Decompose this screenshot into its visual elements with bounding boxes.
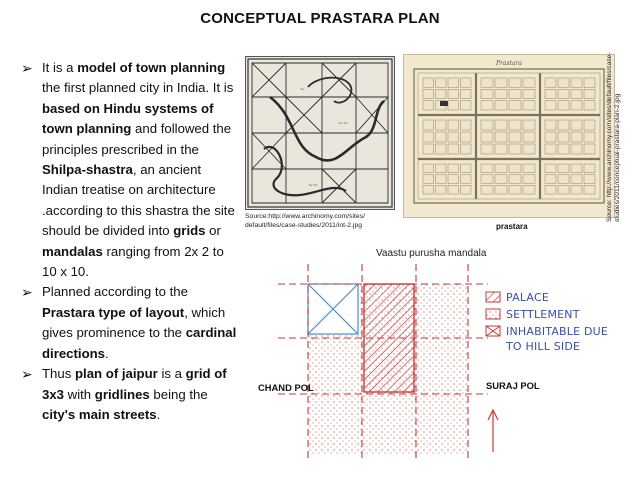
map-block: [584, 78, 595, 87]
map-block: [448, 89, 459, 98]
map-block: [509, 132, 521, 142]
bullet-text: , an ancient Indian treatise on architecture .according to this shastra the site should be divided into: [42, 162, 235, 239]
map-block: [481, 175, 493, 184]
map-block: [461, 89, 472, 98]
bullet-text: city's main streets: [42, 406, 157, 422]
map-block: [495, 185, 507, 194]
map-block: [495, 144, 507, 154]
map-block: [461, 120, 472, 130]
map-block: [571, 89, 582, 98]
map-block: [584, 101, 595, 110]
legend-inhabitable-line1: INHABITABLE DUE: [506, 325, 609, 338]
bullet-text: gridlines: [94, 386, 150, 402]
left-image-caption: Source:http://www.archinomy.com/sites/ default/files/case-studies/2011/int-2.jpg: [245, 213, 365, 229]
map-block: [495, 89, 507, 98]
map-block: [509, 175, 521, 184]
svg-text:~: ~: [300, 86, 306, 93]
bullet-text: the first planned city in India. It is: [42, 80, 234, 96]
north-arrow-icon: [488, 410, 498, 452]
map-block: [545, 175, 556, 184]
bullet-text: grids: [173, 223, 206, 239]
vaastu-mandala-diagram: [278, 262, 636, 462]
arrow-right-icon: ➢: [21, 60, 33, 76]
map-block: [461, 132, 472, 142]
bullet-text: or: [205, 223, 221, 239]
bullet-text: with: [64, 386, 95, 402]
map-block: [558, 78, 569, 87]
map-block: [545, 101, 556, 110]
map-block: [436, 132, 447, 142]
map-block: [523, 120, 535, 130]
map-block: [509, 78, 521, 87]
legend-palace: PALACE: [506, 291, 549, 304]
bullet-text: Planned according to the: [42, 284, 188, 300]
prastara-map-label: Prastara: [496, 60, 522, 67]
map-block: [436, 144, 447, 154]
map-block: [523, 89, 535, 98]
vastu-title: Vaastu purusha mandala: [376, 248, 487, 259]
bullet-text: ranging from 2x 2 to 10 x 10.: [42, 243, 224, 280]
map-block: [436, 89, 447, 98]
map-block: [509, 89, 521, 98]
map-block: [571, 120, 582, 130]
bullet-text: being the: [149, 386, 208, 402]
legend-settlement: SETTLEMENT: [506, 308, 580, 321]
map-block: [423, 185, 434, 194]
map-block: [545, 185, 556, 194]
bullet-text: It is a: [42, 60, 78, 75]
map-block: [448, 144, 459, 154]
map-block: [436, 78, 447, 87]
map-block: [436, 164, 447, 173]
map-block: [495, 175, 507, 184]
bullet-text: .: [156, 406, 161, 422]
map-block: [436, 175, 447, 184]
map-block: [495, 132, 507, 142]
map-block: [571, 175, 582, 184]
map-block: [423, 120, 434, 130]
map-block: [584, 185, 595, 194]
map-block: [509, 101, 521, 110]
map-block: [495, 101, 507, 110]
map-block: [523, 175, 535, 184]
map-block: [545, 144, 556, 154]
map-block: [571, 132, 582, 142]
arrow-right-icon: ➢: [21, 284, 33, 301]
map-block: [481, 89, 493, 98]
map-block: [423, 132, 434, 142]
map-block: [448, 78, 459, 87]
bullet-text: , which gives prominence to the: [42, 304, 226, 341]
source-note-text: Source: http://www.archinomy.com/sites/default/files/case-studies/2011/conceptual-prastara-plan-2.jpg: [606, 52, 621, 222]
map-block: [481, 144, 493, 154]
map-block: [423, 78, 434, 87]
map-block: [523, 78, 535, 87]
map-block: [448, 164, 459, 173]
map-block: [461, 144, 472, 154]
map-block: [545, 78, 556, 87]
prastara-grid-map: [403, 54, 615, 218]
map-block: [448, 101, 459, 110]
map-block: [523, 164, 535, 173]
map-block: [423, 89, 434, 98]
map-block: [584, 120, 595, 130]
map-block: [481, 185, 493, 194]
map-block: [558, 120, 569, 130]
bullet-text: based on Hindu systems of town planning: [42, 100, 214, 137]
map-block: [558, 132, 569, 142]
map-block: [461, 175, 472, 184]
bullet-item: [18, 282, 240, 364]
map-block: [509, 185, 521, 194]
map-block: [571, 185, 582, 194]
map-block: [423, 164, 434, 173]
map-block: [495, 78, 507, 87]
map-block: [448, 185, 459, 194]
map-block: [461, 78, 472, 87]
map-block: [509, 120, 521, 130]
bullet-text: Thus: [42, 366, 75, 382]
map-block: [448, 120, 459, 130]
map-block: [448, 175, 459, 184]
map-block: [584, 132, 595, 142]
map-block: [509, 164, 521, 173]
map-block: [523, 144, 535, 154]
right-image-caption: prastara: [496, 222, 528, 231]
map-block: [423, 175, 434, 184]
legend-inhabitable-line2: TO HILL SIDE: [506, 340, 581, 353]
map-block: [571, 78, 582, 87]
map-block: [423, 101, 434, 110]
bullet-item: [18, 364, 240, 425]
map-block: [436, 120, 447, 130]
map-block: [545, 89, 556, 98]
bullet-text: Prastara type of layout: [42, 304, 185, 320]
source-note: [606, 12, 634, 222]
map-block: [571, 101, 582, 110]
map-block: [545, 120, 556, 130]
jaipur-sketch-map: [245, 56, 395, 210]
page-title: CONCEPTUAL PRASTARA PLAN: [200, 10, 440, 27]
bullet-text: and followed the principles prescribed in the: [42, 121, 232, 157]
map-block: [481, 101, 493, 110]
map-block: [461, 164, 472, 173]
bullet-text: is a: [157, 366, 186, 382]
map-block: [558, 185, 569, 194]
map-block: [481, 120, 493, 130]
map-block: [545, 164, 556, 173]
map-block: [558, 144, 569, 154]
bullet-text: mandalas: [42, 243, 103, 259]
svg-text:~~: ~~: [338, 120, 349, 127]
map-block: [448, 132, 459, 142]
map-block: [558, 164, 569, 173]
bullet-text: grid of 3x3: [42, 366, 227, 402]
map-block: [523, 185, 535, 194]
bullet-text: cardinal directions: [42, 325, 237, 361]
map-block: [423, 144, 434, 154]
map-block: [523, 132, 535, 142]
map-block: [545, 132, 556, 142]
map-block: [495, 164, 507, 173]
map-block: [481, 78, 493, 87]
arrow-right-icon: ➢: [21, 366, 33, 383]
bullet-list: [18, 58, 240, 425]
map-block: [558, 175, 569, 184]
map-block: [481, 132, 493, 142]
map-block: [571, 164, 582, 173]
map-block: [436, 185, 447, 194]
map-block: [584, 164, 595, 173]
bullet-item: [18, 58, 240, 282]
bullet-text: plan of jaipur: [74, 366, 158, 382]
bullet-text: .: [105, 345, 109, 361]
svg-text:~~: ~~: [308, 182, 319, 189]
map-block: [461, 185, 472, 194]
map-block: [495, 120, 507, 130]
chand-pol-label: CHAND POL: [258, 382, 314, 393]
map-block: [461, 101, 472, 110]
map-block: [571, 144, 582, 154]
suraj-pol-label: SURAJ POL: [486, 380, 540, 391]
bullet-text: Shilpa-shastra: [42, 162, 133, 178]
map-block: [481, 164, 493, 173]
bullet-text: model of town planning: [77, 60, 226, 75]
map-block: [509, 144, 521, 154]
map-block: [584, 175, 595, 184]
map-block: [584, 144, 595, 154]
map-block: [558, 89, 569, 98]
map-block: [523, 101, 535, 110]
map-block: [558, 101, 569, 110]
map-block: [584, 89, 595, 98]
